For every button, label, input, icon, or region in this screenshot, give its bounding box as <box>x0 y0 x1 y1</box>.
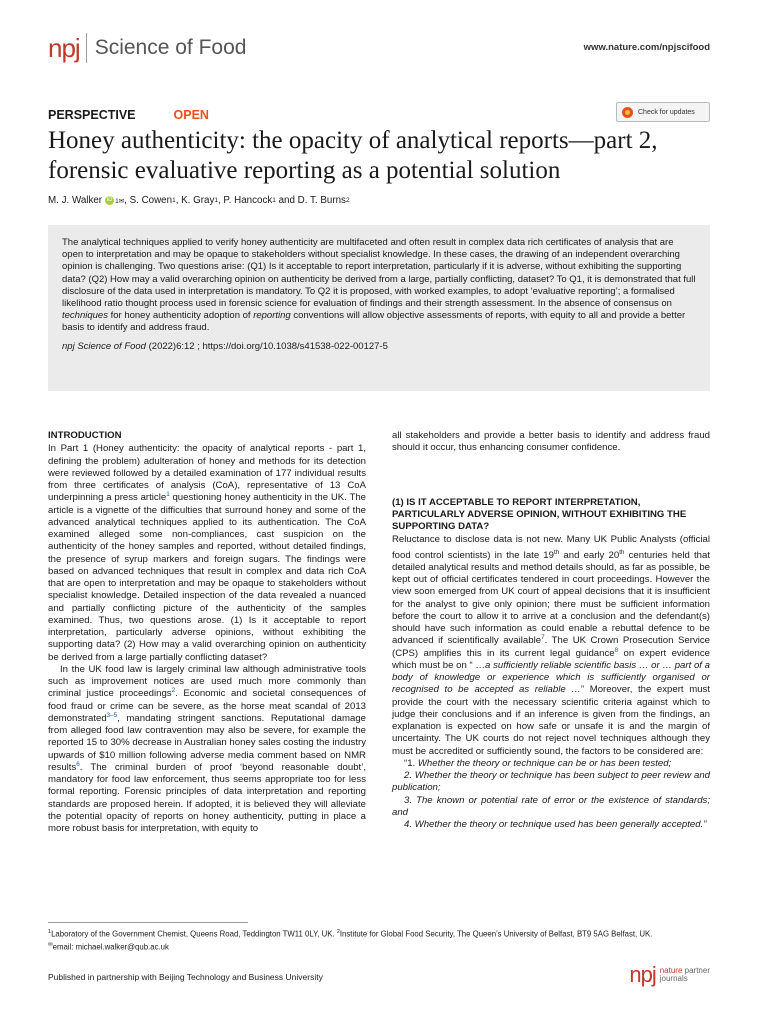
ordinal-sup: th <box>619 548 625 556</box>
crossmark-icon <box>622 107 633 118</box>
citation-journal: npj Science of Food <box>62 340 146 352</box>
text-seg: Reluctance to disclose data is not new. Many UK Public Analysts (official food control scientists) in the late 19 <box>392 534 710 561</box>
intro-continuation: all stakeholders and provide a better basis to identify and address fraud should it occur, thus enhancing consumer confidence. <box>392 430 710 454</box>
affil-sup: 1 <box>48 929 52 935</box>
author-affil-sup: 1 <box>214 197 218 204</box>
npj-logo-text: npj <box>48 32 80 63</box>
text-seg: . The UK Crown Prosecution Service (CPS) amplifies this in its current legal guidance <box>392 635 711 659</box>
affiliations-line <box>48 927 738 940</box>
journal-name: Science of Food <box>94 36 247 59</box>
affiliation-1: Laboratory of the Government Chemist, Queens Road, Teddington TW11 0LY, UK. <box>51 929 337 939</box>
logo-divider <box>86 33 87 63</box>
email-line <box>48 940 738 953</box>
citation-doi-link[interactable]: (2022)6:12 ; https://doi.org/10.1038/s41538-022-00127-5 <box>145 340 388 352</box>
np-partner: partner <box>682 965 710 975</box>
author-list <box>48 195 350 206</box>
npj-small-logo: npj <box>629 962 656 987</box>
author-link[interactable]: and D. T. Burns <box>275 195 346 206</box>
journal-url-link[interactable]: www.nature.com/npjscifood <box>583 42 710 53</box>
author-link[interactable]: M. J. Walker <box>48 195 103 206</box>
page-header <box>48 30 710 70</box>
np-nature: nature <box>659 965 683 975</box>
citation-line <box>62 341 696 353</box>
text-seg: . Economic and societal consequences of food fraud or crime can be severe, as the horse meat scandal of 2013 demonstrated <box>48 688 366 724</box>
article-type: PERSPECTIVE <box>48 108 136 122</box>
partnership-note: Published in partnership with Beijing Technology and Business University <box>48 972 323 982</box>
text-seg: , mandating stringent sanctions. Reputational damage from alleged food law contravention may also be severe, for example the reported 15 to 30% decrease in Australian honey sales costing the industry upwards of $10 million following adverse media comment based on NMR results <box>48 712 366 773</box>
text-seg: on expert evidence which must be on “ … <box>392 647 710 671</box>
check-for-updates-label: Check for updates <box>638 108 695 116</box>
reference-link[interactable]: 8 <box>614 646 619 654</box>
open-access-badge: OPEN <box>173 108 209 122</box>
criterion-2: 2. Whether the theory or technique has been subject to peer review and publication; <box>392 770 710 794</box>
reference-link[interactable]: 2 <box>171 687 176 695</box>
affil-sup: 2 <box>336 929 340 935</box>
abstract-em: reporting <box>253 310 291 322</box>
np-journals: journals <box>659 974 688 983</box>
footnote-divider <box>48 922 248 923</box>
reference-link[interactable]: 7 <box>541 634 545 642</box>
author-link[interactable]: , K. Gray <box>175 195 215 206</box>
text-seg: In the UK food law is largely criminal law although administrative tools such as improvement notices are used much more commonly than criminal justice proceedings <box>48 663 366 700</box>
section-heading-introduction: INTRODUCTION <box>48 430 122 441</box>
criterion-text: Whether the theory or technique can be or has been tested; <box>417 757 672 769</box>
intro-paragraph-2 <box>48 664 366 836</box>
criterion-prefix: “1. <box>404 757 418 769</box>
intro-paragraph-1 <box>48 443 366 664</box>
email-icon: ✉ <box>48 941 53 948</box>
text-seg: ” Moreover, the expert must provide the court with the necessary scientific criteria against which to judge their conclusions and if an inference is given from the findings, an explanation is expected on how safe or unsafe it is and the margin of uncertainty. The UK courts do not reject novel techniques although they must be accredited or sufficiently sound, the factors to be considered are: <box>392 684 710 757</box>
orcid-icon[interactable]: iD <box>106 197 113 203</box>
reference-link[interactable]: 1 <box>166 491 170 499</box>
abstract-seg: The analytical techniques applied to verify honey authenticity are multifaceted and often result in complex data rich certificates of analysis that are open to interpretation and may be opaque to stakeholders without specialist knowledge. In these cases, the drawing of an independent overarching opinion is challenging. Two questions arise: (Q1) Is it acceptable to report interpretation, particularly if it is adverse, without exhibiting the supporting data? (Q2) How may a valid overarching opinion on authenticity be derived from a large, partially conflicting, dataset? To Q1, it is demonstrated that full disclosure of the data used in interpretation is mandatory. To Q2 it is proposed, with worked examples, to adopt ‘evaluative reporting’; a formalised likelihood ratio thought process used in forensic science for evaluation of findings and their strength assessment. In the absence of consensus on <box>62 237 696 310</box>
np-text <box>660 967 710 984</box>
corresponding-email-link[interactable]: email: michael.walker@qub.ac.uk <box>52 942 169 952</box>
article-kicker <box>48 108 209 122</box>
affiliations-footnote <box>48 927 738 952</box>
journal-logo[interactable] <box>48 30 246 66</box>
criterion-3: 3. The known or potential rate of error or the existence of standards; and <box>392 794 710 818</box>
text-seg: and early 20 <box>559 549 620 561</box>
text-seg: . The criminal burden of proof ‘beyond reasonable doubt’, mandatory for food law enforcement, thus seems appropriate too for less formal reporting. Forensic principles of data interpretation and reporting standards are proposed herein. If adopted, it is believed they will alleviate the potential opacity of reports on honey authenticity, putting in place a more robust basis for interpretation, with equity to <box>48 761 366 834</box>
section-heading-q1: (1) IS IT ACCEPTABLE TO REPORT INTERPRETATION, PARTICULARLY ADVERSE OPINION, WITHOUT EXHIBITING THE SUPPORTING DATA? <box>392 496 687 532</box>
q1-paragraph-1 <box>392 534 710 758</box>
author-affil-sup: 1✉ <box>115 197 125 205</box>
text-seg: questioning honey authenticity in the UK. The article is a vignette of the difficulties that surround honey and some of the advanced analytical techniques applied to its authentication. The CoA examined alleged some non-compliances, cast suspicion on the authenticity of the honey samples and reported, without detailed findings, the presence of syrup markers and foreign sugars. The findings were based on advanced techniques that result in complex and data rich CoA that are open to interpretation and may be opaque to stakeholders without specialist knowledge. Detailed inspection of the data revealed a nuanced and partially conflicting picture of the authenticity of the samples examined. Thus, two questions arose. (1) Is it acceptable to report interpretation, particularly adverse opinions, without exhibiting the supporting data? (2) How may a valid overarching opinion on authenticity be derived from a large partially conflicting dataset? <box>48 492 366 663</box>
abstract-box <box>48 225 710 391</box>
author-link[interactable]: , P. Hancock <box>217 195 273 206</box>
abstract-seg: for honey authenticity adoption of <box>107 310 254 322</box>
nature-partner-journals-logo[interactable] <box>629 962 710 988</box>
author-affil-sup: 1 <box>272 197 276 204</box>
criterion-1 <box>392 758 710 770</box>
quote-em: a sufficiently reliable scientific basis … or … part of a body of knowledge or experience which is sufficiently organised or recognised to be accepted as reliable … <box>392 659 710 696</box>
left-column <box>48 430 366 835</box>
right-column <box>392 430 710 831</box>
reference-link[interactable]: 6 <box>76 760 80 768</box>
affiliation-2: Institute for Global Food Security, The Queen’s University of Belfast, BT9 5AG Belfast, UK. <box>339 929 653 939</box>
text-seg: In Part 1 (Honey authenticity: the opacity of analytical reports - part 1, defining the problem) adulteration of honey and methods for its detection were reviewed followed by a detailed examination of 177 individual results from three certificates of analysis (CoA), representative of 13 CoA underpinning a press article <box>48 443 366 504</box>
text-seg: centuries held that detailed analytical results and method details should, as far as possible, be kept out of official certificates tendered in court proceedings. However the view soon emerged from UK court of appeal decisions that it is insufficient for the analyst to give only opinion; there must be sufficient information before the court to allow it to arrive at a conclusion and the defendant(s) should have such information as could enable a rebuttal defence to be advanced if scientifically available <box>392 549 710 647</box>
abstract-seg: conventions will allow objective assessments of reports, with equity to all and provide a better basis to identify and address fraud. <box>62 310 686 334</box>
article-title: Honey authenticity: the opacity of analytical reports—part 2, forensic evaluative reporting as a potential solution <box>48 127 658 184</box>
author-affil-sup: 2 <box>345 197 350 204</box>
check-for-updates-button[interactable] <box>616 102 710 122</box>
abstract-em: techniques <box>62 310 108 322</box>
author-link[interactable]: , S. Cowen <box>124 195 173 206</box>
ordinal-sup: th <box>553 548 560 556</box>
abstract-text <box>62 237 696 335</box>
author-affil-sup: 1 <box>172 197 176 204</box>
criterion-4: 4. Whether the theory or technique used has been generally accepted.” <box>404 819 707 831</box>
reference-link[interactable]: 3–5 <box>106 711 118 719</box>
